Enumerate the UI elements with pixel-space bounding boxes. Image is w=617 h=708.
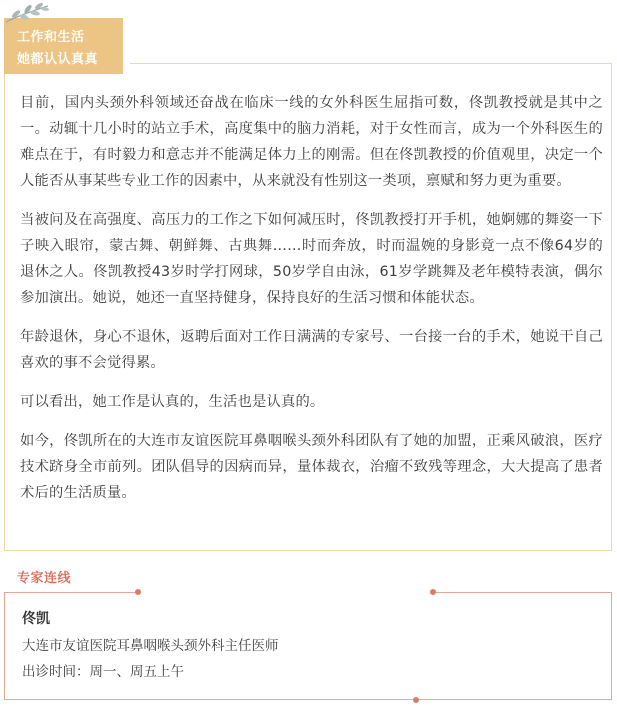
section-title-line2: 她都认认真真 <box>17 52 99 67</box>
article-paragraph-1: 目前，国内头颈外科领域还奋战在临床一线的女外科医生屈指可数，佟凯教授就是其中之一。动辄十几小时的站立手术，高度集中的脑力消耗，对于女性而言，成为一个外科医生的难点在于，有时毅力和意志并不能满足体力上的刚需。但在佟凯教授的价值观里，决定一个人能否从事某些专业工作的因素中，从来就没有性别这一类项，禀赋和努力更为重要。 <box>20 95 603 189</box>
article-paragraph-4: 可以看出，她工作是认真的，生活也是认真的。 <box>20 394 325 410</box>
expert-clinic-time: 出诊时间：周一、周五上午 <box>22 664 184 680</box>
expert-title: 大连市友谊医院耳鼻咽喉头颈外科主任医师 <box>22 638 279 654</box>
section-title-line1: 工作和生活 <box>17 30 85 45</box>
expert-name: 佟凯 <box>22 611 50 627</box>
article-paragraph-3: 年龄退休，身心不退休，返聘后面对工作日满满的专家号、一台接一台的手术，她说干自己喜欢的事不会觉得累。 <box>20 329 603 371</box>
expert-frame-dot-bottom <box>413 697 419 703</box>
article-body <box>20 90 603 519</box>
article-paragraph-5: 如今，佟凯所在的大连市友谊医院耳鼻咽喉头颈外科团队有了她的加盟，正乘风破浪，医疗技术跻身全市前列。团队倡导的因病而异，量体裁衣，治瘤不致残等理念，大大提高了患者术后的生活质量。 <box>20 433 603 501</box>
leaf-branch-icon <box>4 2 50 24</box>
section-title-card <box>4 18 123 74</box>
article-paragraph-2: 当被问及在高强度、高压力的工作之下如何减压时，佟凯教授打开手机，她婀娜的舞姿一下子映入眼帘，蒙古舞、朝鲜舞、古典舞……时而奔放，时而温婉的身影竟一点不像64岁的退休之人。佟凯教授43岁时学打网球，50岁学自由泳，61岁学跳舞及老年模特表演，偶尔参加演出。她说，她还一直坚持健身，保持良好的生活习惯和体能状态。 <box>20 212 603 306</box>
expert-section-label: 专家连线 <box>17 571 72 586</box>
